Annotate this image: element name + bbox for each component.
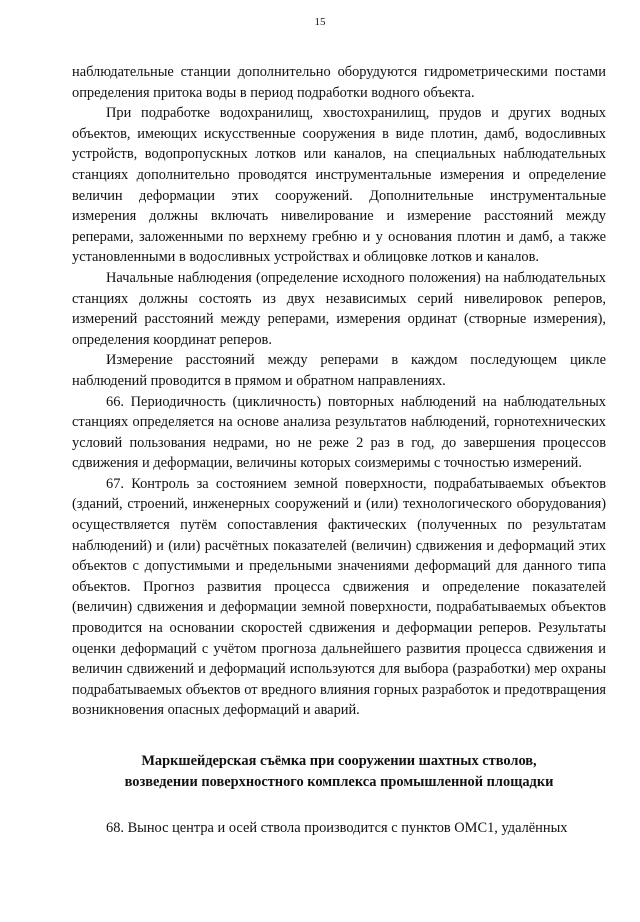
paragraph-initial-observations: Начальные наблюдения (определение исходного положения) на наблюдательных станциях должны состоять из двух независимых серий нивелировок реперов, измерений расстояний между реперами, измерения ординат (створные измерения), определения координат реперов. [72, 269, 606, 348]
paragraph-66: 66. Периодичность (цикличность) повторных наблюдений на наблюдательных станциях определяется на основе анализа результатов наблюдений, горнотехнических условий пользования недрами, но не реже 2 раз в год, до завершения процессов сдвижения и деформации, величины которых соизмеримы с точностью измерений. [72, 393, 606, 472]
section-heading [72, 751, 606, 792]
paragraph-distance-measurement: Измерение расстояний между реперами в каждом последующем цикле наблюдений проводится в прямом и обратном направлениях. [72, 352, 606, 389]
paragraph-reservoirs: При подработке водохранилищ, хвостохранилищ, прудов и других водных объектов, имеющих искусственные сооружения в виде плотин, дамб, водосливных устройств, водопропускных лотков или каналов, на специальных наблюдательных станциях дополнительно проводятся инструментальные измерения и определение величин деформации этих сооружений. Дополнительные инструментальные измерения должны включать нивелирование и измерение расстояний между реперами, заложенными по верхнему гребню и у основания плотин и дамб, а также установленными в водосливных устройствах и облицовке лотков и каналов. [72, 105, 606, 266]
paragraph-68: 68. Вынос центра и осей ствола производится с пунктов ОМС1, удалённых [106, 820, 568, 837]
section-heading-line-2: возведении поверхностного комплекса промышленной площадки [124, 773, 554, 790]
page-number: 15 [314, 16, 326, 28]
section-heading-line-1: Маркшейдерская съёмка при сооружении шахтных стволов, [141, 753, 537, 769]
paragraph-67: 67. Контроль за состоянием земной поверхности, подрабатываемых объектов (зданий, строений, инженерных сооружений и (или) технологического оборудования) осуществляется путём сопоставления фактических (полученных по результатам наблюдений) и (или) расчётных показателей (величин) сдвижения и деформаций этих объектов с допустимыми и предельными значениями деформаций для данного типа объектов. Прогноз развития процесса сдвижения и определение показателей (величин) сдвижения и деформации земной поверхности, подрабатываемых объектов проводится на основании скоростей сдвижения и деформации реперов. Результаты оценки деформаций с учётом прогноза дальнейшего развития процесса сдвижения и величин сдвижений и деформаций используются для выбора (разработки) мер охраны подрабатываемых объектов от вредного влияния горных разработок и предотвращения возникновения опасных деформаций и аварий. [72, 475, 606, 719]
paragraph-continuation: наблюдательные станции дополнительно оборудуются гидрометрическими постами определения притока воды в период подработки водного объекта. [72, 64, 606, 101]
document-body [72, 62, 606, 839]
